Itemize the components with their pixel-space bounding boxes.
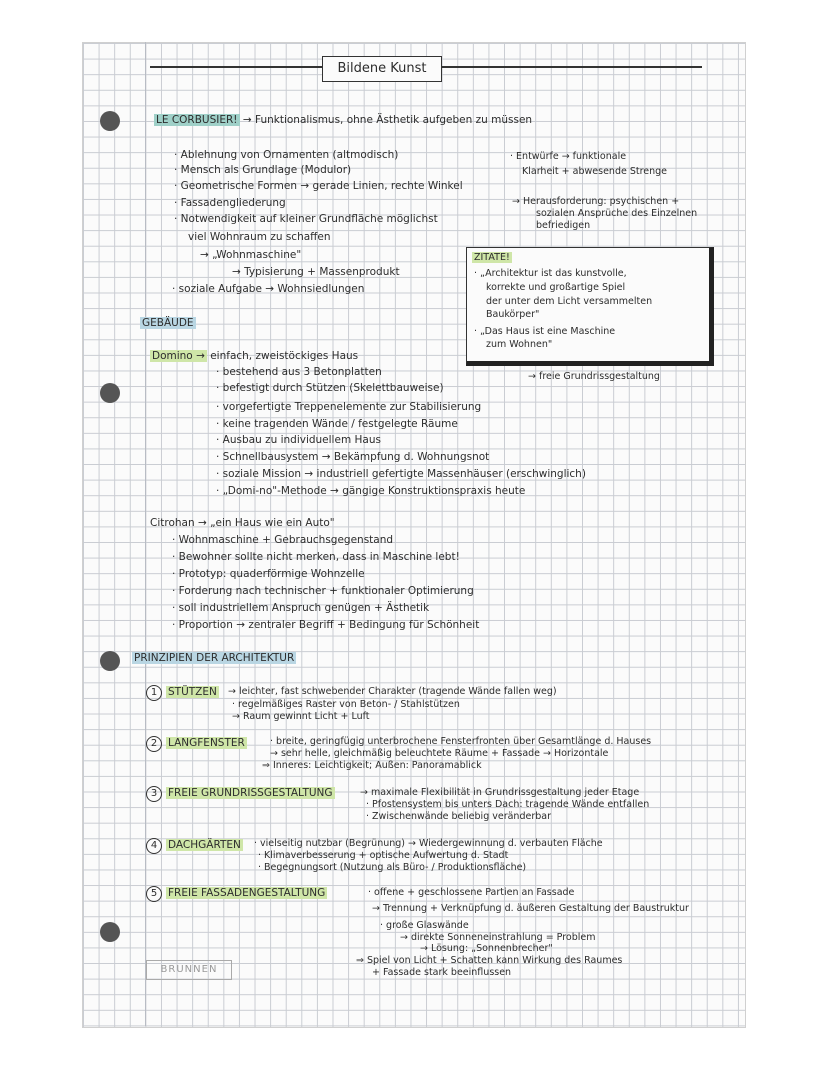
principle-line: · Zwischenwände beliebig veränderbar	[366, 811, 551, 822]
principle-line: → Raum gewinnt Licht + Luft	[232, 711, 370, 722]
domino-point: · befestigt durch Stützen (Skelettbauweise)	[216, 382, 444, 394]
principle-line: · breite, geringfügig unterbrochene Fensterfronten über Gesamtlänge d. Hauses	[270, 736, 652, 747]
principle-line: · offene + geschlossene Partien an Fassade	[368, 887, 575, 898]
domino-point: · Schnellbausystem → Bekämpfung d. Wohnungsnot	[216, 451, 490, 463]
title-rule-right	[440, 66, 702, 68]
principle-5	[146, 886, 327, 902]
corbusier-point: → Typisierung + Massenprodukt	[232, 266, 400, 278]
page-title: Bildene Kunst	[322, 56, 442, 82]
corbusier-point: viel Wohnraum zu schaffen	[188, 231, 331, 243]
corbusier-point: · Fassadengliederung	[174, 197, 286, 209]
citrohan-point: · Forderung nach technischer + funktionaler Optimierung	[172, 585, 474, 597]
corbusier-point: · Notwendigkeit auf kleiner Grundfläche möglichst	[174, 213, 438, 225]
corbusier-heading: LE CORBUSIER!	[156, 114, 238, 126]
corbusier-intro: → Funktionalismus, ohne Ästhetik aufgeben zu müssen	[242, 114, 533, 126]
principle-line: ⇒ Spiel von Licht + Schatten kann Wirkung des Raumes	[356, 955, 623, 966]
brand-logo: BRUNNEN	[146, 960, 232, 980]
citrohan-point: · Wohnmaschine + Gebrauchsgegenstand	[172, 534, 394, 546]
principle-line: → leichter, fast schwebender Charakter (tragende Wände fallen weg)	[228, 686, 557, 697]
punch-hole	[100, 922, 120, 942]
citrohan-intro: „ein Haus wie ein Auto"	[210, 517, 335, 529]
gebaeude-heading	[140, 317, 196, 330]
citrohan-label: Citrohan →	[150, 517, 207, 529]
principle-2	[146, 736, 247, 752]
margin-line	[145, 42, 146, 1026]
principle-number: 5	[146, 886, 162, 902]
side-note: befriedigen	[536, 220, 591, 231]
citrohan-point: · Proportion → zentraler Begriff + Bedingung für Schönheit	[172, 619, 480, 631]
corbusier-point: · Mensch als Grundlage (Modulor)	[174, 164, 352, 176]
domino-header	[150, 350, 358, 363]
citrohan-point: · Prototyp: quaderförmige Wohnzelle	[172, 568, 365, 580]
principle-3	[146, 786, 335, 802]
corbusier-point: · Ablehnung von Ornamenten (altmodisch)	[174, 149, 399, 161]
citrohan-header	[150, 517, 335, 530]
punch-hole	[100, 383, 120, 403]
corbusier-point: → „Wohnmaschine"	[200, 249, 302, 261]
principle-line: · regelmäßiges Raster von Beton- / Stahlstützen	[232, 699, 460, 710]
principle-line: → direkte Sonneneinstrahlung = Problem	[400, 932, 596, 943]
domino-point: · Ausbau zu individuellem Haus	[216, 434, 381, 446]
quote-line: Baukörper"	[486, 309, 540, 320]
principle-line: → maximale Flexibilität in Grundrissgestaltung jeder Etage	[360, 787, 640, 798]
principle-number: 1	[146, 685, 162, 701]
domino-point: · soziale Mission → industriell gefertigte Massenhäuser (erschwinglich)	[216, 468, 586, 480]
domino-label: Domino →	[152, 350, 205, 362]
principle-line: → sehr helle, gleichmäßig beleuchtete Räume + Fassade → Horizontale	[270, 748, 609, 759]
principle-label: STÜTZEN	[168, 686, 217, 698]
side-note: → Herausforderung: psychischen +	[512, 196, 680, 207]
domino-point: · vorgefertigte Treppenelemente zur Stabilisierung	[216, 401, 482, 413]
principle-number: 4	[146, 838, 162, 854]
principle-number: 3	[146, 786, 162, 802]
citrohan-point: · Bewohner sollte nicht merken, dass in Maschine lebt!	[172, 551, 460, 563]
side-note: · Entwürfe → funktionale	[510, 151, 627, 162]
principle-1	[146, 685, 219, 701]
quote-line: zum Wohnen"	[486, 339, 553, 350]
principle-line: · Begegnungsort (Nutzung als Büro- / Produktionsfläche)	[258, 862, 527, 873]
domino-point: · keine tragenden Wände / festgelegte Räume	[216, 418, 458, 430]
domino-point: · bestehend aus 3 Betonplatten	[216, 366, 382, 378]
title-rule-left	[150, 66, 322, 68]
punch-hole	[100, 651, 120, 671]
principle-line: ⇒ Inneres: Leichtigkeit; Außen: Panoramablick	[262, 760, 482, 771]
side-note: Klarheit + abwesende Strenge	[522, 166, 668, 177]
principle-label: LANGFENSTER	[168, 737, 245, 749]
principle-line: · Klimaverbesserung + optische Aufwertung d. Stadt	[258, 850, 509, 861]
quote-line: · „Architektur ist das kunstvolle,	[474, 268, 627, 279]
principle-label: FREIE GRUNDRISSGESTALTUNG	[168, 787, 333, 799]
punch-hole	[100, 111, 120, 131]
quote-line: korrekte und großartige Spiel	[486, 282, 626, 293]
quote-line: · „Das Haus ist eine Maschine	[474, 326, 616, 337]
quote-line: der unter dem Licht versammelten	[486, 296, 653, 307]
principle-line: → Trennung + Verknüpfung d. äußeren Gestaltung der Baustruktur	[372, 903, 689, 914]
principle-line: · vielseitig nutzbar (Begrünung) → Wiedergewinnung d. verbauten Fläche	[254, 838, 603, 849]
quote-heading-label: ZITATE!	[474, 252, 510, 263]
corbusier-section	[154, 114, 532, 127]
quote-heading	[472, 252, 512, 263]
principle-4	[146, 838, 243, 854]
principle-line: · große Glaswände	[380, 920, 469, 931]
corbusier-point: · Geometrische Formen → gerade Linien, rechte Winkel	[174, 180, 463, 192]
principle-label: FREIE FASSADENGESTALTUNG	[168, 887, 326, 899]
principle-number: 2	[146, 736, 162, 752]
principle-line: · Pfostensystem bis unters Dach: tragende Wände entfallen	[366, 799, 650, 810]
gebaeude-heading-label: GEBÄUDE	[142, 317, 194, 329]
corbusier-point: · soziale Aufgabe → Wohnsiedlungen	[172, 283, 365, 295]
domino-side-note: → freie Grundrissgestaltung	[528, 371, 660, 382]
side-note: sozialen Ansprüche des Einzelnen	[536, 208, 698, 219]
prinzipien-heading	[132, 652, 296, 665]
citrohan-point: · soll industriellem Anspruch genügen + Ästhetik	[172, 602, 430, 614]
domino-intro: einfach, zweistöckiges Haus	[210, 350, 359, 362]
domino-point: · „Domi-no"-Methode → gängige Konstruktionspraxis heute	[216, 485, 526, 497]
principle-label: DACHGÄRTEN	[168, 839, 241, 851]
principle-line: + Fassade stark beeinflussen	[372, 967, 512, 978]
principle-line: → Lösung: „Sonnenbrecher"	[420, 943, 553, 954]
prinzipien-heading-label: PRINZIPIEN DER ARCHITEKTUR	[134, 652, 295, 664]
